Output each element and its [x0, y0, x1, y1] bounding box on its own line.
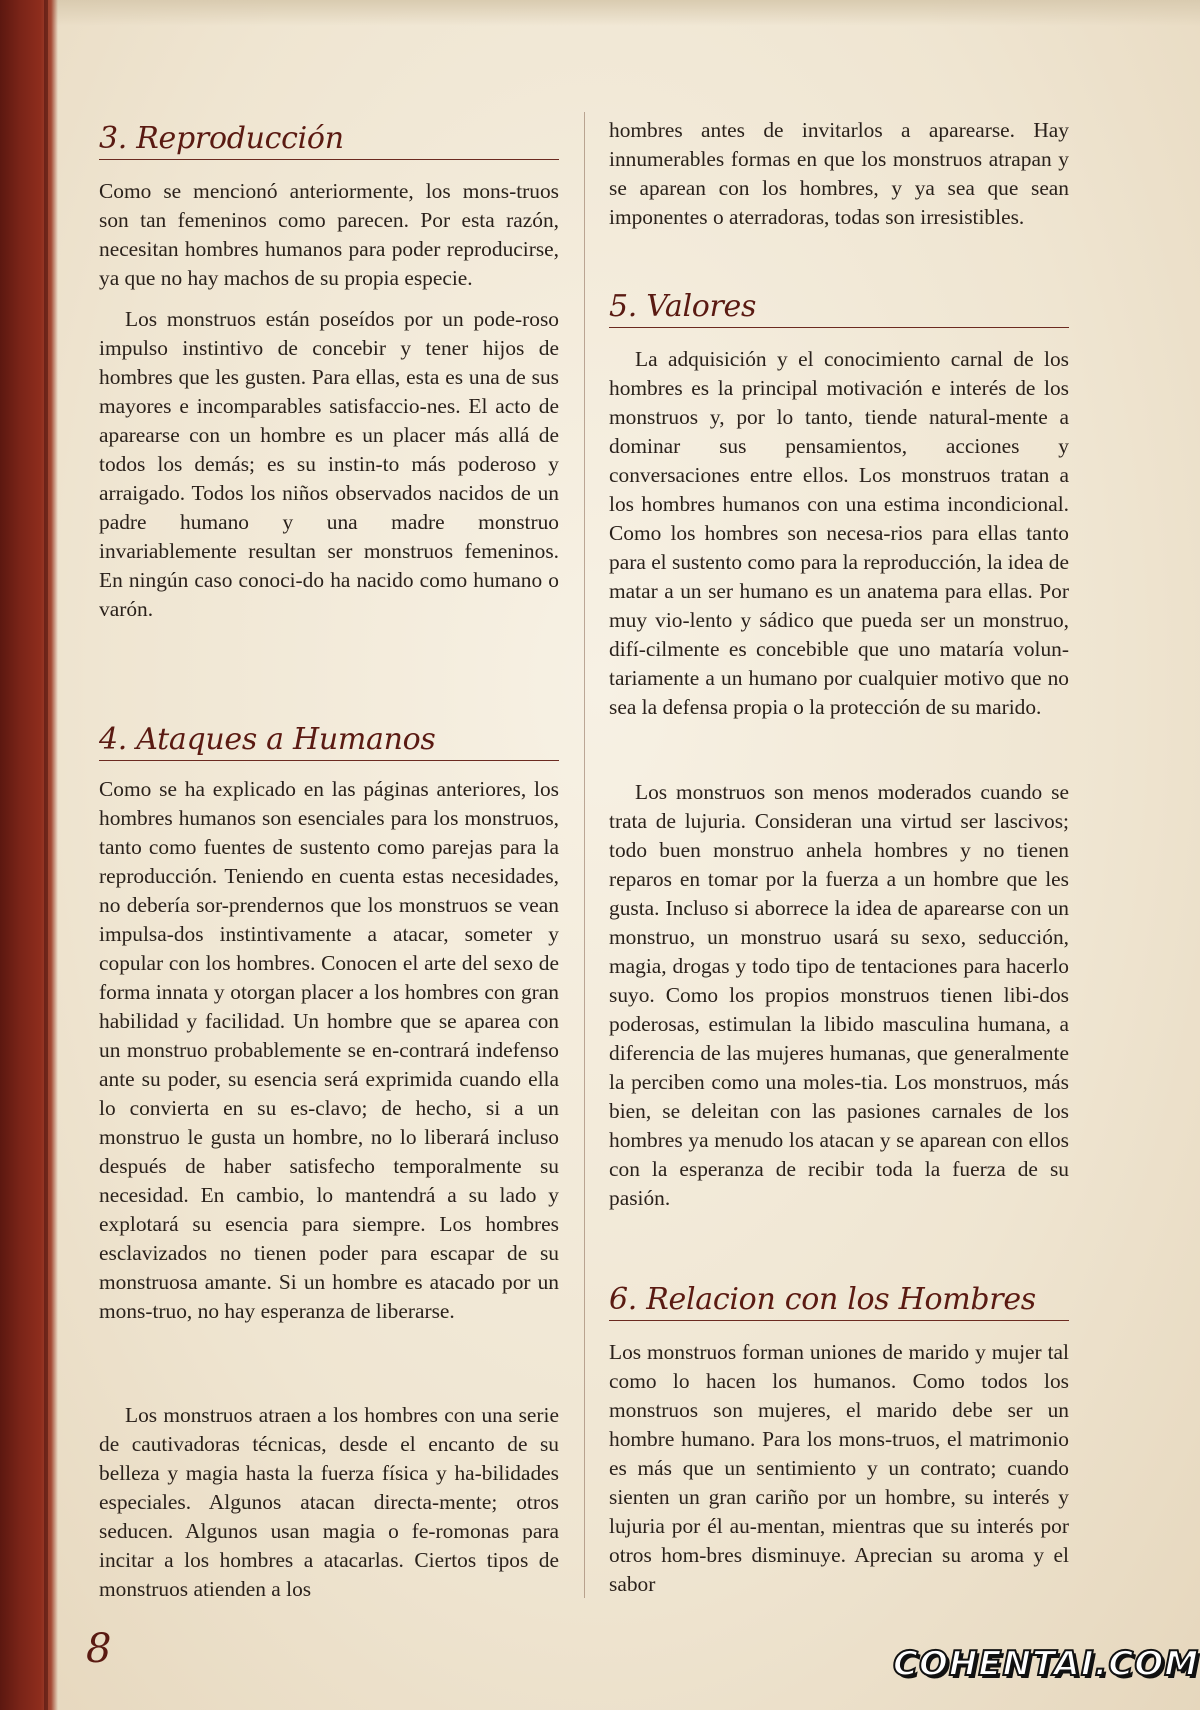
- paragraph-ataques-2: Los monstruos atraen a los hombres con una serie de cautivadoras técnicas, desde el encanto de su belleza y magia hasta la fuerza física y ha-bilidades especiales. Algunos atacan directa-mente; otros seducen. Algunos usan magia o fe-romonas para incitar a los hombres a atacarlas. Ciertos tipos de monstruos atienden a los: [99, 1403, 559, 1601]
- torn-top-edge: [0, 0, 1200, 26]
- paragraph-ataques-continued: hombres antes de invitarlos a aparearse. Hay innumerables formas en que los monstruos atrapan y se aparean con los hombres, y ya sea que sean imponentes o aterradoras, todas son irresistibles.: [609, 118, 1069, 229]
- heading-relacion: 6. Relacion con los Hombres: [609, 1282, 1069, 1321]
- paragraph-relacion-1: Los monstruos forman uniones de marido y mujer tal como lo hacen los humanos. Como todos los monstruos son mujeres, el marido debe ser un hombre humano. Para los mons-truos, el matrimonio es más que un sentimiento y un contrato; cuando sienten un gran cariño por un hombre, su interés y lujuria por él au-mentan, mientras que su interés por otros hom-bres disminuye. Aprecian su aroma y el sabor: [609, 1340, 1069, 1596]
- spine-line: [44, 0, 48, 1710]
- heading-valores: 5. Valores: [609, 289, 1069, 328]
- column-divider: [584, 112, 585, 1598]
- paragraph-reproduccion-1: Como se mencionó anteriormente, los mons-truos son tan femeninos como parecen. Por esta razón, necesitan hombres humanos para poder reproducirse, ya que no hay machos de su propia especie.: [99, 179, 559, 290]
- page-number: 8: [86, 1626, 112, 1672]
- paragraph-valores-2: Los monstruos son menos moderados cuando se trata de lujuria. Consideran una virtud ser lascivos; todo buen monstruo anhela hombres y no tienen reparos en tomar por la fuerza a un hombre que les gusta. Incluso si aborrece la idea de aparearse con un monstruo, un monstruo usará su sexo, seducción, magia, drogas y todo tipo de tentaciones para hacerlo suyo. Como los propios monstruos tienen libi-dos poderosas, estimulan la libido masculina humana, a diferencia de las mujeres humanas, que generalmente la perciben como una moles-tia. Los monstruos, más bien, se deleitan con las pasiones carnales de los hombres ya menudo los atacan y se aparean con ellos con la esperanza de recibir toda la fuerza de su pasión.: [609, 780, 1069, 1210]
- heading-ataques: 4. Ataques a Humanos: [99, 722, 559, 761]
- book-spine-border: [0, 0, 58, 1710]
- watermark-logo: [893, 1636, 1200, 1692]
- watermark-text: COHENTAI.COM: [893, 1644, 1200, 1684]
- paragraph-ataques-1: Como se ha explicado en las páginas anteriores, los hombres humanos son esenciales para los monstruos, tanto como fuentes de sustento como parejas para la reproducción. Teniendo en cuenta estas necesidades, no debería sor-prendernos que los monstruos se vean impulsa-dos instintivamente a atacar, someter y copular con los hombres. Conocen el arte del sexo de forma innata y otorgan placer a los hombres con gran habilidad y facilidad. Un hombre que se aparea con un monstruo probablemente se en-contrará indefenso ante su poder, su esencia será exprimida cuando ella lo convierta en su es-clavo; de hecho, si a un monstruo le gusta un hombre, no lo liberará incluso después de haber satisfecho temporalmente su necesidad. En cambio, lo mantendrá a su lado y explotará su esencia para siempre. Los hombres esclavizados no tienen poder para escapar de su monstruosa amante. Si un hombre es atacado por un mons-truo, no hay esperanza de liberarse.: [99, 777, 559, 1323]
- paragraph-valores-1: La adquisición y el conocimiento carnal de los hombres es la principal motivación e interés de los monstruos y, por lo tanto, tiende natural-mente a dominar sus pensamientos, acciones y conversaciones entre ellos. Los monstruos tratan a los hombres humanos con una estima incondicional. Como los hombres son necesa-rios para ellas tanto para el sustento como para la reproducción, la idea de matar a un ser humano es un anatema para ellas. Por muy vio-lento y sádico que pueda ser un monstruo, difí-cilmente es concebible que uno mataría volun-tariamente a un humano por cualquier motivo que no sea la defensa propia o la protección de su marido.: [609, 347, 1069, 719]
- heading-reproduccion: 3. Reproducción: [99, 121, 559, 160]
- paragraph-reproduccion-2: Los monstruos están poseídos por un pode-roso impulso instintivo de concebir y tener hijos de hombres que les gusten. Para ellas, esta es una de sus mayores e incomparables satisfaccio-nes. El acto de aparearse con un hombre es un placer más allá de todos los demás; es su instin-to más poderoso y arraigado. Todos los niños observados nacidos de un padre humano y una madre monstruo invariablemente resultan ser monstruos femeninos. En ningún caso conoci-do ha nacido como humano o varón.: [99, 307, 559, 621]
